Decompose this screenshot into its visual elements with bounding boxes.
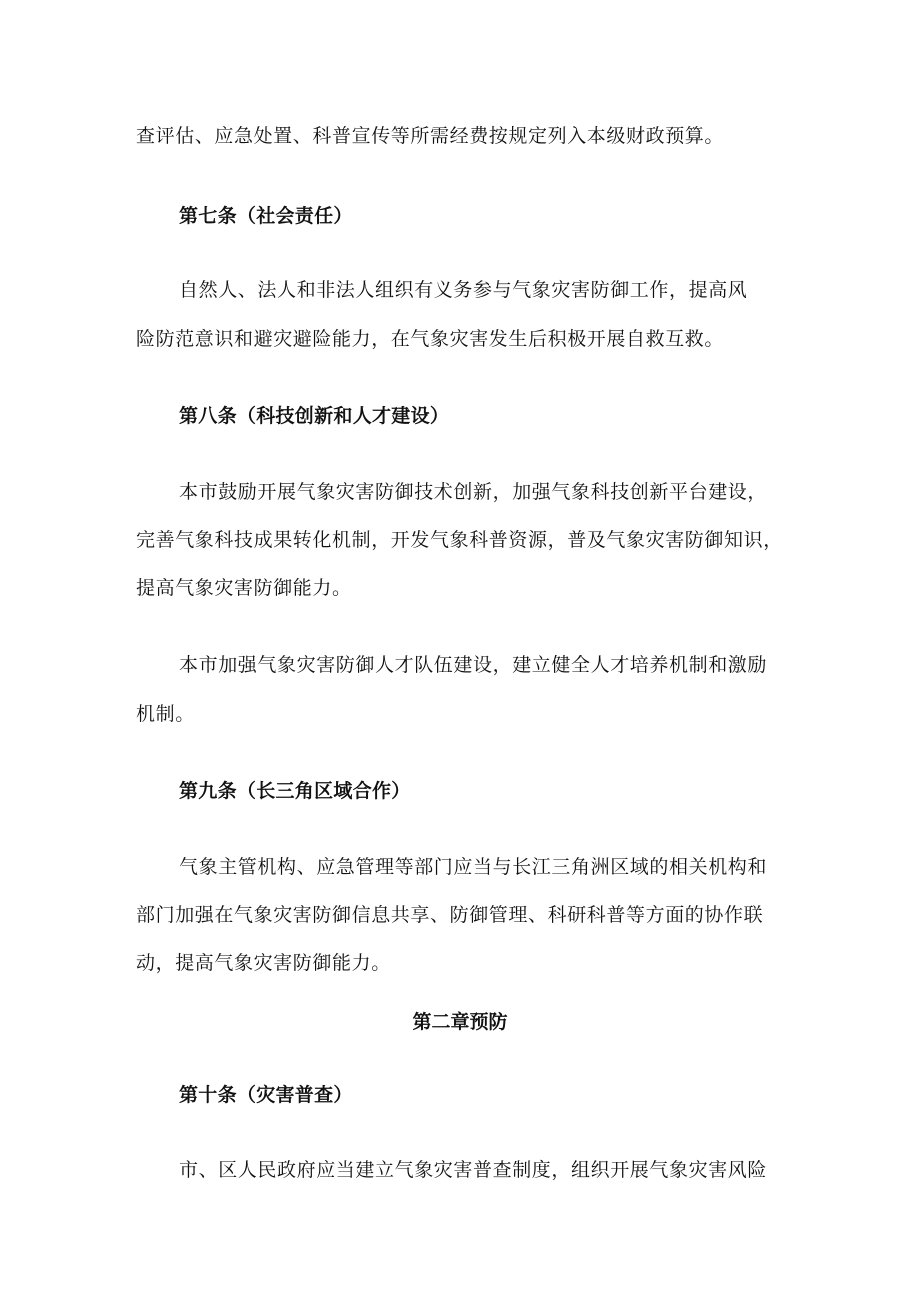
paragraph-line: 动，提高气象灾害防御能力。 (136, 952, 391, 974)
paragraph-line: 提高气象灾害防御能力。 (136, 577, 352, 599)
paragraph-line: 完善气象科技成果转化机制，开发气象科普资源，普及气象灾害防御知识， (136, 529, 783, 551)
paragraph-line: 险防范意识和避灾避险能力，在气象灾害发生后积极开展自救互救。 (136, 328, 725, 350)
paragraph-line: 查评估、应急处置、科普宣传等所需经费按规定列入本级财政预算。 (136, 125, 725, 147)
article-heading: 第十条（灾害普查） (179, 1084, 353, 1106)
article-heading: 第九条（长三角区域合作） (179, 780, 411, 802)
paragraph-line: 本市加强气象灾害防御人才队伍建设，建立健全人才培养机制和激励 (179, 654, 768, 676)
paragraph-line: 气象主管机构、应急管理等部门应当与长江三角洲区域的相关机构和 (179, 856, 768, 878)
article-heading: 第八条（科技创新和人才建设） (179, 405, 450, 427)
paragraph-line: 部门加强在气象灾害防御信息共享、防御管理、科研科普等方面的协作联 (136, 904, 764, 926)
chapter-heading: 第二章预防 (412, 1011, 508, 1033)
article-heading: 第七条（社会责任） (179, 205, 353, 227)
paragraph-line: 自然人、法人和非法人组织有义务参与气象灾害防御工作，提高风 (179, 279, 748, 301)
paragraph-line: 本市鼓励开展气象灾害防御技术创新，加强气象科技创新平台建设， (179, 481, 768, 503)
paragraph-line: 市、区人民政府应当建立气象灾害普查制度，组织开展气象灾害风险 (179, 1159, 768, 1181)
paragraph-line: 机制。 (136, 703, 195, 725)
